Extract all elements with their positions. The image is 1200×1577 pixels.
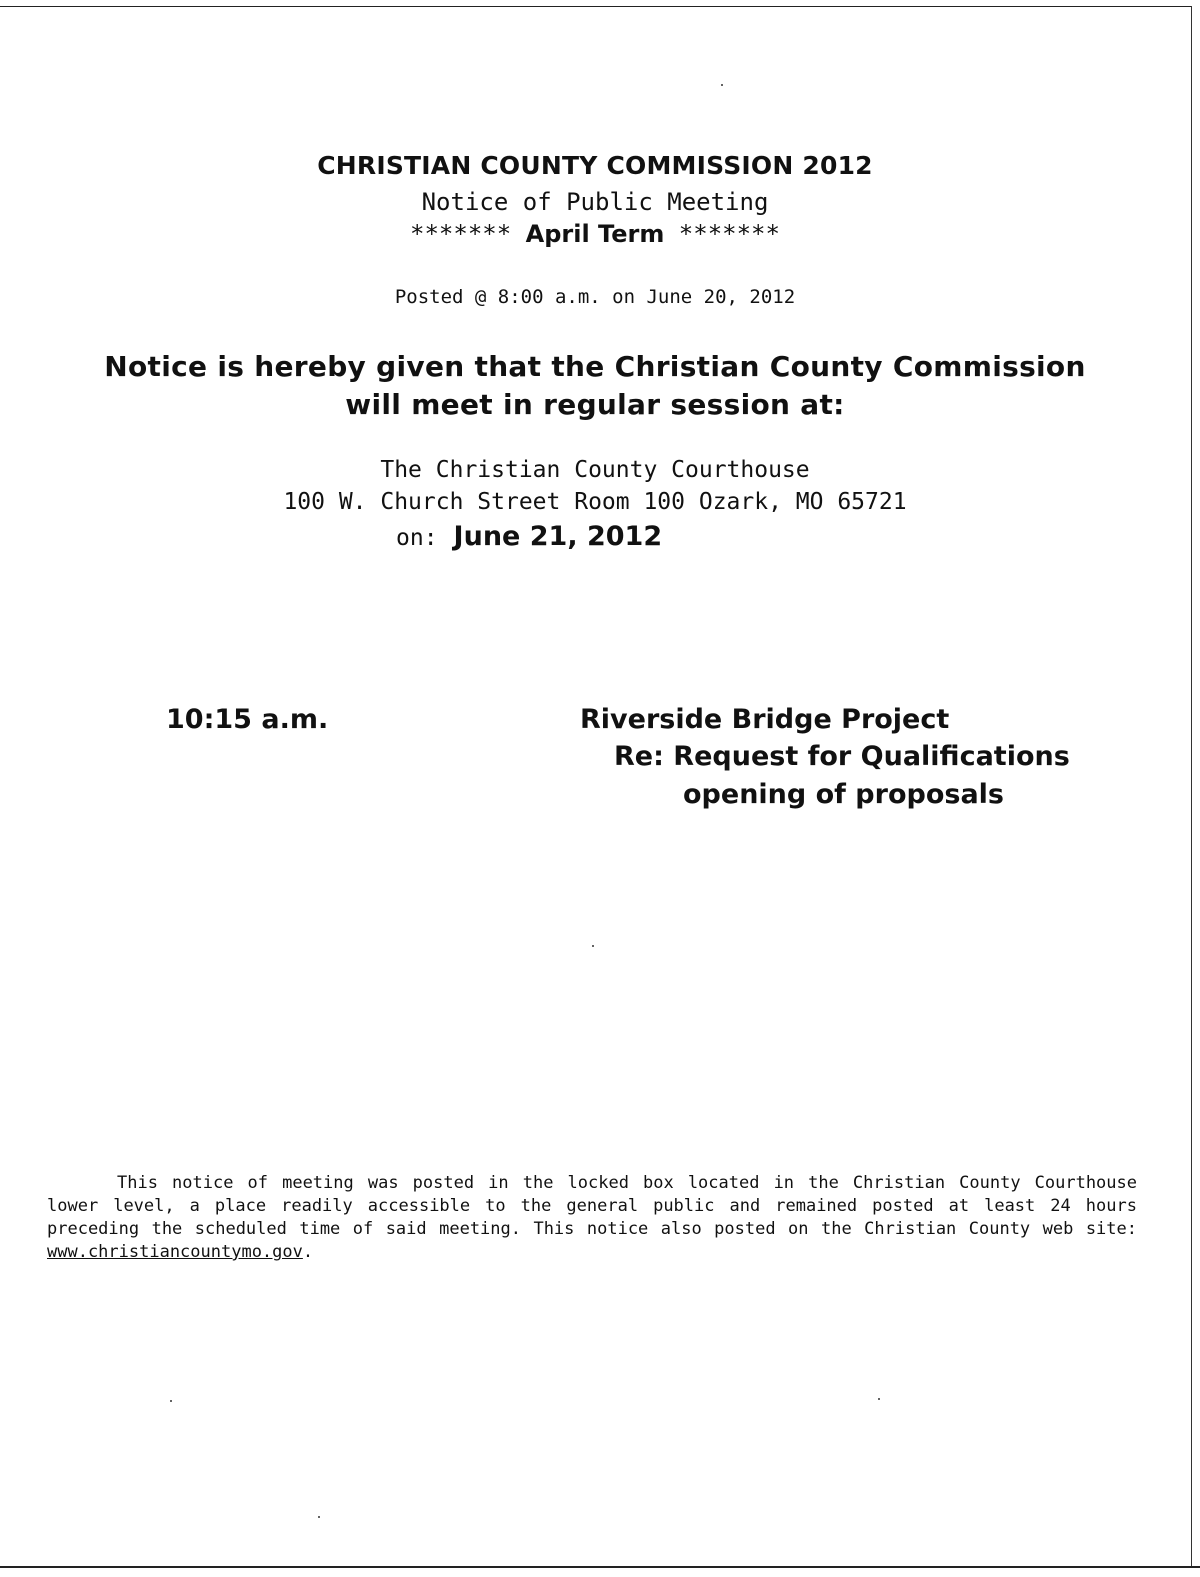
page-bottom-border (0, 1566, 1200, 1568)
scan-speck (592, 945, 594, 947)
meeting-date-line (396, 521, 662, 552)
term-label: April Term (525, 220, 665, 248)
agenda-item-re: Re: Request for Qualifications (614, 741, 1070, 772)
posted-timestamp: Posted @ 8:00 a.m. on June 20, 2012 (394, 286, 796, 308)
scan-speck (170, 1400, 172, 1402)
meeting-building: The Christian County Courthouse (380, 457, 810, 483)
posting-statement-text: This notice of meeting was posted in the locked box located in the Christian County Courthouse lower level, a place readily accessible to the general public and remained posted at least 24 hours preceding the scheduled time of said meeting. This notice also posted on the Christian County web site: (47, 1173, 1137, 1239)
meeting-address: 100 W. Church Street Room 100 Ozark, MO 65721 (283, 489, 907, 515)
meeting-date-label: on: (396, 525, 438, 551)
page-right-border (1191, 6, 1192, 1566)
term-stars-left: ******* (410, 220, 512, 248)
notice-line-1: Notice is hereby given that the Christian County Commission (104, 350, 1086, 383)
notice-line-2: will meet in regular session at: (345, 388, 845, 421)
website-link[interactable]: www.christiancountymo.gov (47, 1242, 303, 1262)
scan-speck (878, 1398, 880, 1400)
agenda-item-title: Riverside Bridge Project (580, 704, 950, 735)
posting-statement-end: . (302, 1242, 314, 1262)
agenda-item-detail: opening of proposals (683, 779, 1004, 810)
document-title: CHRISTIAN COUNTY COMMISSION 2012 (317, 151, 873, 180)
scan-speck (318, 1516, 320, 1518)
document-subtitle: Notice of Public Meeting (421, 188, 769, 216)
term-stars-right: ******* (678, 220, 780, 248)
meeting-date: June 21, 2012 (453, 521, 663, 552)
page-top-border (0, 6, 1192, 7)
posting-statement (47, 1172, 1137, 1264)
agenda-time: 10:15 a.m. (166, 704, 329, 735)
term-line (0, 220, 1190, 248)
scan-speck (721, 84, 723, 86)
